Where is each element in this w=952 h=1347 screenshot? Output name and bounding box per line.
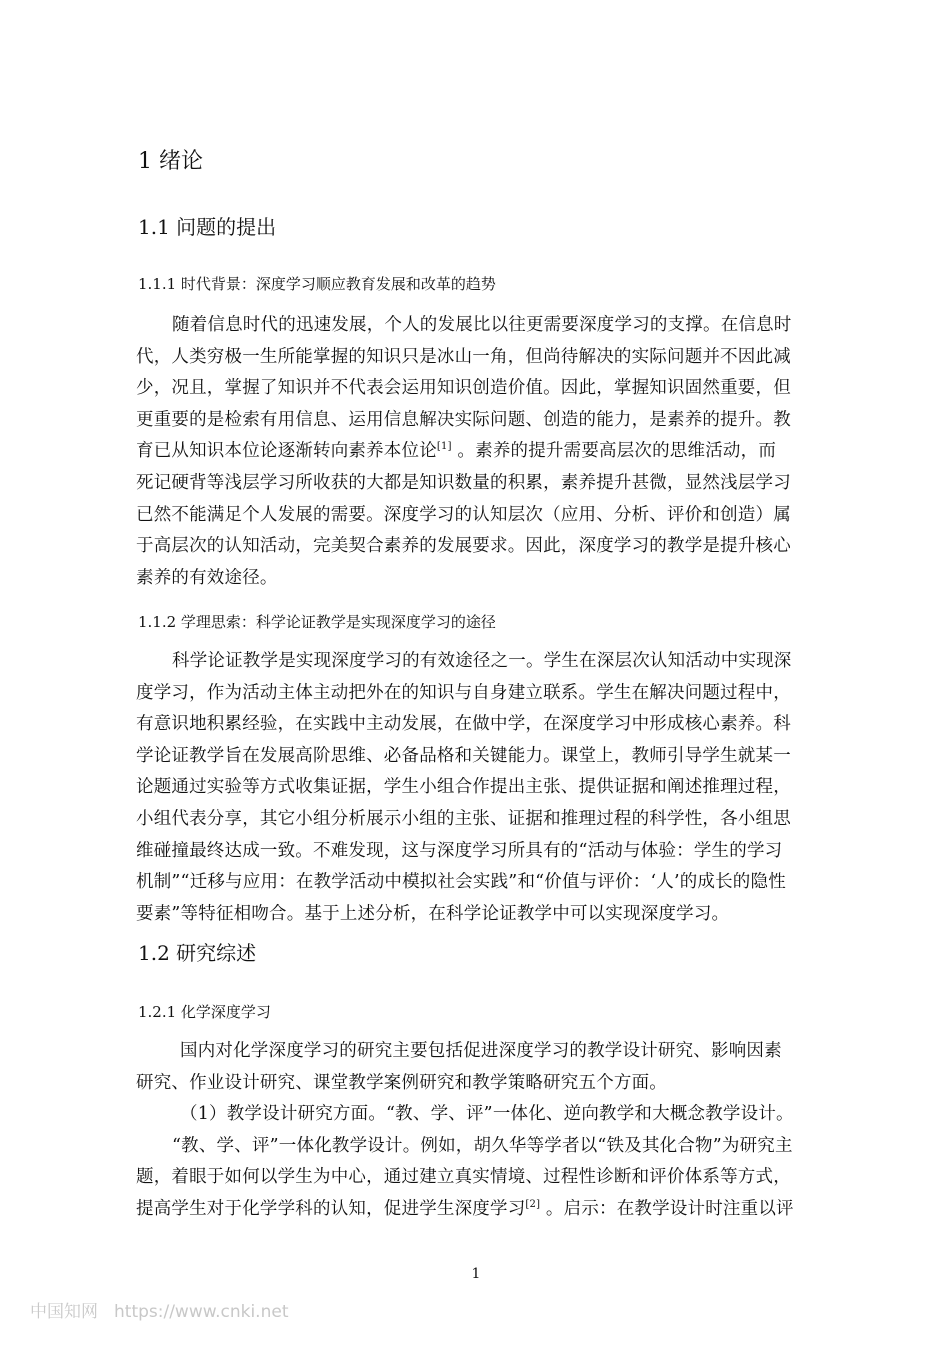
text-line: 论题通过实验等方式收集证据，学生小组合作提出主张、提供证据和阐述推理过程，: [136, 777, 791, 798]
text-line: “教、学、评”一体化教学设计。例如，胡久华等学者以“铁及其化合物”为研究主: [172, 1135, 793, 1156]
text-line: 死记硬背等浅层学习所收获的大都是知识数量的积累，素养提升甚微，显然浅层学习: [136, 472, 791, 493]
text-line: [136, 436, 842, 468]
paragraph-era-background: [136, 310, 842, 594]
page-number: 1: [471, 1266, 481, 1282]
text-fragment: 育已从知识本位论逐渐转向素养本位论: [136, 441, 437, 462]
watermark: [30, 1297, 288, 1322]
subsection-heading-1-1-2: 1.1.2 学理思索：科学论证教学是实现深度学习的途径: [138, 613, 496, 631]
text-line: 小组代表分享，其它小组分析展示小组的主张、证据和推理过程的科学性，各小组思: [136, 808, 791, 829]
watermark-brand: 中国知网: [30, 1302, 98, 1322]
paragraph-theory-reflection: [136, 646, 842, 930]
section-heading-1-1: 1.1 问题的提出: [138, 215, 277, 239]
section-heading-1-2: 1.2 研究综述: [138, 941, 257, 965]
text-fragment: 提高学生对于化学学科的认知，促进学生深度学习: [136, 1198, 526, 1219]
citation-ref: [1]: [436, 441, 452, 453]
text-line: 国内对化学深度学习的研究主要包括促进深度学习的教学设计研究、影响因素: [180, 1041, 782, 1061]
text-line: 维碰撞最终达成一致。不难发现，这与深度学习所具有的“活动与体验：学生的学习: [136, 840, 783, 861]
text-line: 随着信息时代的迅速发展，个人的发展比以往更需要深度学习的支撑。在信息时: [172, 315, 792, 335]
text-line: 要素”等特征相吻合。基于上述分析，在科学论证教学中可以实现深度学习。: [136, 903, 730, 924]
text-line: 素养的有效途径。: [136, 567, 278, 588]
citation-ref: [2]: [525, 1199, 541, 1211]
text-line: 于高层次的认知活动，完美契合素养的发展要求。因此，深度学习的教学是提升核心: [136, 536, 791, 557]
text-line: 科学论证教学是实现深度学习的有效途径之一。学生在深层次认知活动中实现深: [172, 651, 792, 671]
text-line: 少，况且，掌握了知识并不代表会运用知识创造价值。因此，掌握知识固然重要，但: [136, 378, 791, 399]
text-line: 有意识地积累经验，在实践中主动发展，在做中学，在深度学习中形成核心素养。科: [136, 714, 791, 735]
text-line: 更重要的是检索有用信息、运用信息解决实际问题、创造的能力，是素养的提升。教: [136, 409, 791, 430]
text-line: 题，着眼于如何以学生为中心，通过建立真实情境、过程性诊断和评价体系等方式，: [136, 1167, 791, 1188]
text-line: （1）教学设计研究方面。“教、学、评”一体化、逆向教学和大概念教学设计。: [180, 1104, 794, 1125]
text-line: 学论证教学旨在发展高阶思维、必备品格和关键能力。课堂上，教师引导学生就某一: [136, 745, 791, 766]
watermark-url: https://www.cnki.net: [114, 1302, 289, 1322]
chapter-title: 1 绪论: [138, 149, 203, 174]
text-line: 研究、作业设计研究、课堂教学案例研究和教学策略研究五个方面。: [136, 1072, 667, 1093]
subsection-heading-1-1-1: 1.1.1 时代背景：深度学习顺应教育发展和改革的趋势: [138, 275, 496, 293]
text-fragment: 。素养的提升需要高层次的思维活动，而: [451, 441, 777, 462]
text-line: [136, 1194, 842, 1226]
text-line: 代，人类穷极一生所能掌握的知识只是冰山一角，但尚待解决的实际问题并不因此减: [136, 346, 791, 367]
subsection-heading-1-2-1: 1.2.1 化学深度学习: [138, 1003, 271, 1021]
text-line: 已然不能满足个人发展的需要。深度学习的认知层次（应用、分析、评价和创造）属: [136, 504, 791, 525]
text-fragment: 。启示：在教学设计时注重以评: [540, 1198, 794, 1219]
text-line: 度学习，作为活动主体主动把外在的知识与自身建立联系。学生在解决问题过程中，: [136, 682, 791, 703]
text-line: 机制”“迁移与应用：在教学活动中模拟社会实践”和“价值与评价：‘人’的成长的隐性: [136, 872, 786, 893]
paragraph-review-overview: [136, 1036, 842, 1226]
